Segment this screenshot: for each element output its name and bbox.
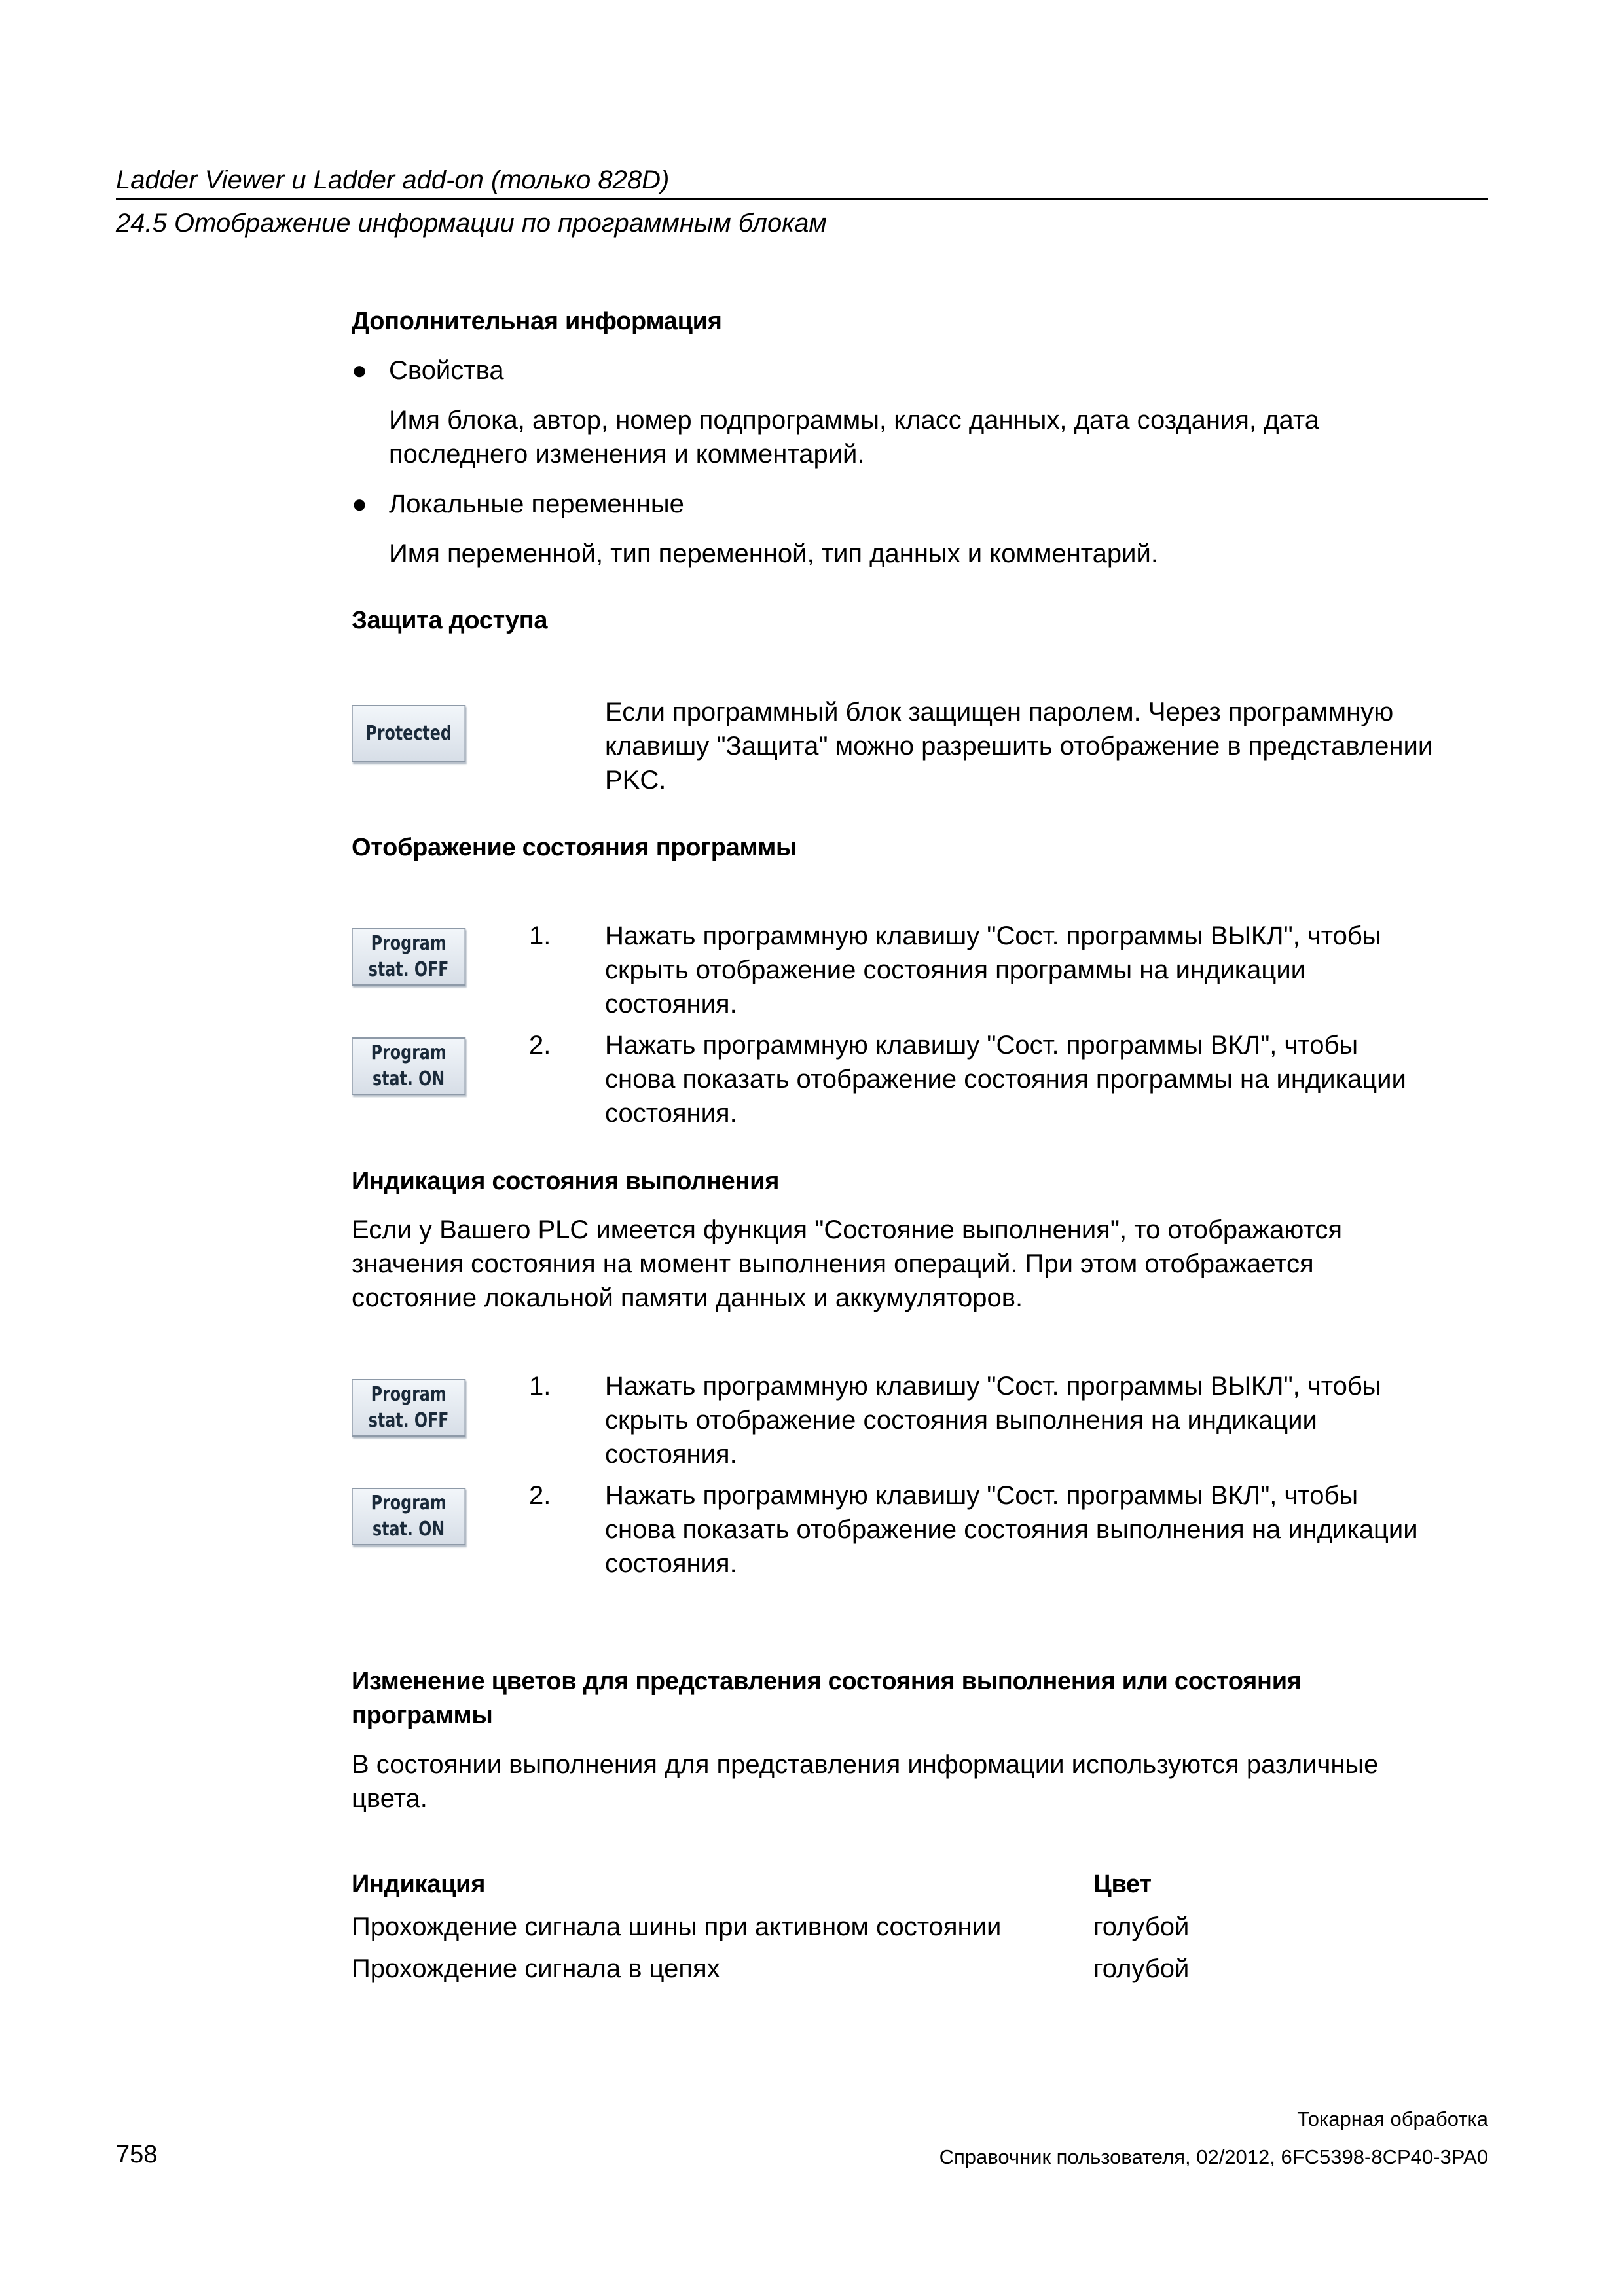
- table-cell-indication: Прохождение сигнала в цепях: [352, 1954, 720, 1983]
- step-text-line3: состояния.: [605, 990, 737, 1018]
- step-text-line1: Нажать программную клавишу "Сост. программы ВКЛ", чтобы: [605, 1481, 1359, 1510]
- heading-color-change-line1: Изменение цветов для представления состояния выполнения или состояния: [352, 1668, 1302, 1695]
- program-stat-off-softkey[interactable]: [352, 1379, 465, 1437]
- step-text-line3: состояния.: [605, 1440, 737, 1469]
- step-text-line3: состояния.: [605, 1099, 737, 1128]
- heading-access-protection: Защита доступа: [352, 607, 548, 634]
- color-change-text-line2: цвета.: [352, 1784, 428, 1813]
- protected-softkey[interactable]: [352, 705, 465, 762]
- step-number: 2.: [529, 1031, 551, 1060]
- softkey-label: stat. OFF: [368, 1409, 449, 1432]
- table-cell-color: голубой: [1093, 1954, 1190, 1983]
- heading-program-status: Отображение состояния программы: [352, 834, 797, 861]
- table-header-indication: Индикация: [352, 1871, 486, 1898]
- bullet-dot: ●: [352, 490, 368, 518]
- softkey-label: stat. ON: [372, 1067, 445, 1090]
- protection-text-line2: клавишу "Защита" можно разрешить отображение в представлении: [605, 732, 1433, 761]
- program-stat-on-softkey[interactable]: [352, 1488, 465, 1545]
- step-text-line2: снова показать отображение состояния выполнения на индикации: [605, 1515, 1418, 1544]
- step-text-line2: скрыть отображение состояния программы на индикации: [605, 956, 1306, 984]
- heading-additional-info: Дополнительная информация: [352, 308, 722, 335]
- softkey-label: Protected: [365, 722, 452, 745]
- program-stat-off-softkey[interactable]: [352, 928, 465, 986]
- protection-text-line1: Если программный блок защищен паролем. Через программную: [605, 698, 1394, 726]
- bullet-dot: ●: [352, 356, 368, 385]
- table-cell-indication: Прохождение сигнала шины при активном состоянии: [352, 1912, 1002, 1941]
- properties-text-line2: последнего изменения и комментарий.: [389, 440, 865, 469]
- step-text-line2: снова показать отображение состояния программы на индикации: [605, 1065, 1406, 1094]
- color-change-text-line1: В состоянии выполнения для представления информации используются различные: [352, 1750, 1379, 1779]
- heading-execution-status: Индикация состояния выполнения: [352, 1168, 780, 1195]
- softkey-label: Program: [371, 932, 447, 955]
- protection-text-line3: PKC.: [605, 766, 666, 795]
- step-text-line1: Нажать программную клавишу "Сост. программы ВКЛ", чтобы: [605, 1031, 1359, 1060]
- bullet-label-local-vars: Локальные переменные: [389, 490, 684, 518]
- step-text-line1: Нажать программную клавишу "Сост. программы ВЫКЛ", чтобы: [605, 922, 1381, 950]
- program-stat-on-softkey[interactable]: [352, 1037, 465, 1095]
- step-text-line3: состояния.: [605, 1549, 737, 1578]
- softkey-label: Program: [371, 1492, 447, 1515]
- step-number: 2.: [529, 1481, 551, 1510]
- softkey-label: Program: [371, 1041, 447, 1064]
- step-number: 1.: [529, 1372, 551, 1401]
- execution-intro-line1: Если у Вашего PLC имеется функция "Состояние выполнения", то отображаются: [352, 1215, 1343, 1244]
- step-number: 1.: [529, 922, 551, 950]
- step-text-line2: скрыть отображение состояния выполнения на индикации: [605, 1406, 1317, 1435]
- properties-text-line1: Имя блока, автор, номер подпрограммы, класс данных, дата создания, дата: [389, 406, 1320, 435]
- header-rule: [116, 198, 1488, 200]
- softkey-label: stat. OFF: [368, 958, 449, 981]
- page-number: 758: [116, 2141, 158, 2168]
- softkey-label: stat. ON: [372, 1518, 445, 1541]
- execution-intro-line2: значения состояния на момент выполнения операций. При этом отображается: [352, 1249, 1314, 1278]
- local-vars-text: Имя переменной, тип переменной, тип данных и комментарий.: [389, 539, 1158, 568]
- softkey-label: Program: [371, 1383, 447, 1406]
- table-cell-color: голубой: [1093, 1912, 1190, 1941]
- table-header-color: Цвет: [1093, 1871, 1152, 1898]
- footer-doc-title: Токарная обработка: [1297, 2108, 1488, 2130]
- running-header-section: 24.5 Отображение информации по программным блокам: [116, 209, 827, 238]
- footer-doc-ref: Справочник пользователя, 02/2012, 6FC5398-8CP40-3PA0: [939, 2145, 1488, 2168]
- execution-intro-line3: состояние локальной памяти данных и аккумуляторов.: [352, 1283, 1023, 1312]
- bullet-label-properties: Свойства: [389, 356, 504, 385]
- heading-color-change-line2: программы: [352, 1702, 493, 1729]
- running-header-title: Ladder Viewer и Ladder add-on (только 828D): [116, 166, 670, 194]
- step-text-line1: Нажать программную клавишу "Сост. программы ВЫКЛ", чтобы: [605, 1372, 1381, 1401]
